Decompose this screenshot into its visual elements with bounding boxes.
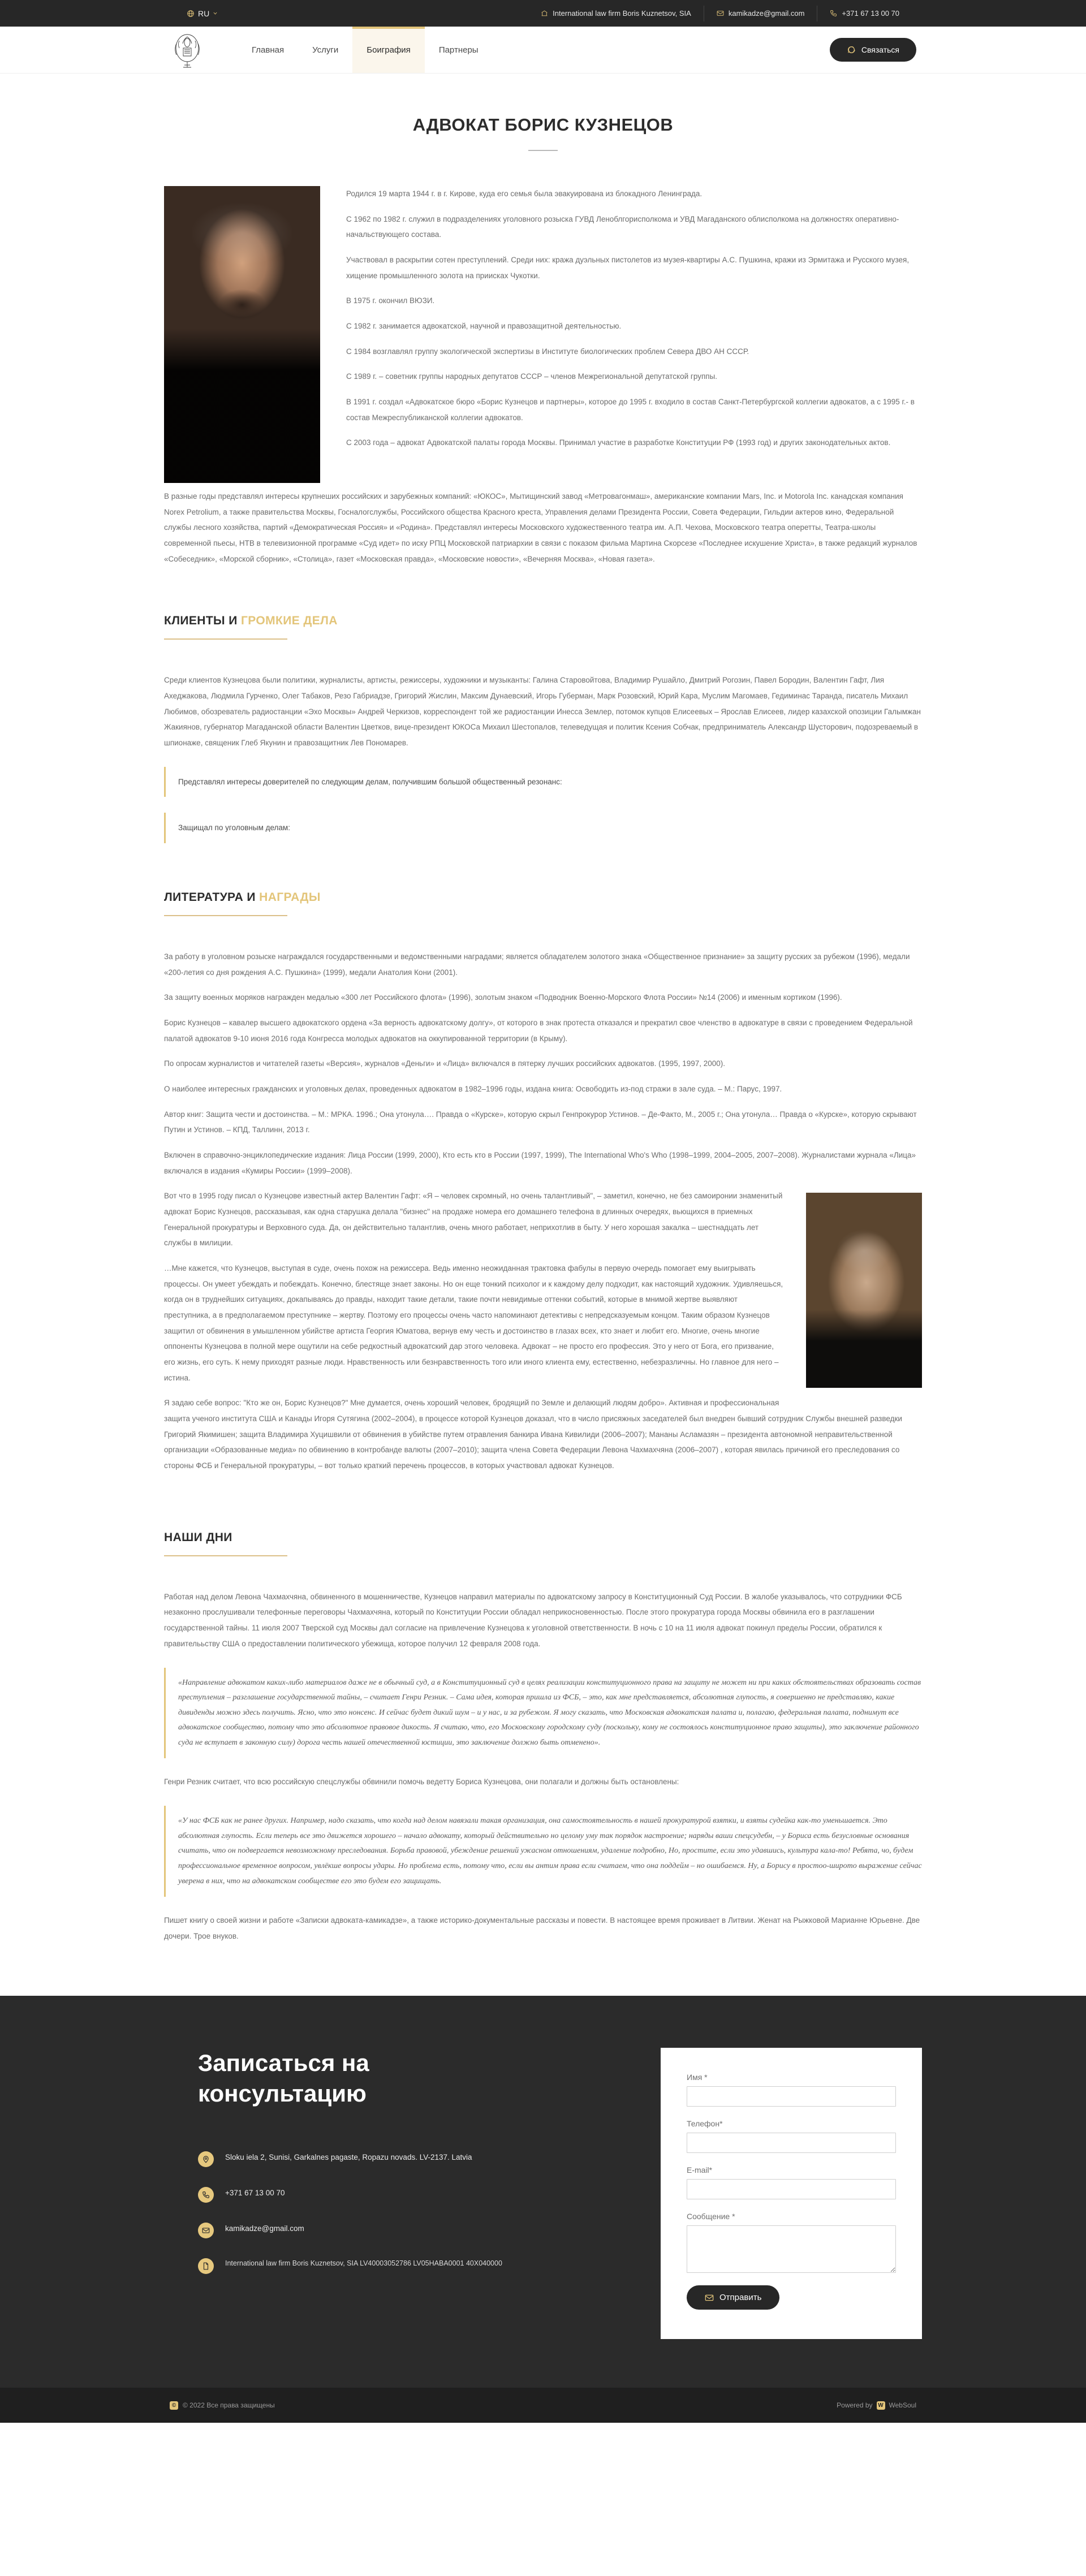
clients-callout-1-text: Представлял интересы доверителей по следующим делам, получившим большой общественный резонанс:: [178, 777, 562, 786]
powered-brand: WebSoul: [889, 2401, 916, 2410]
gaft-paragraph: …Мне кажется, что Кузнецов, выступая в суде, очень похож на режиссера. Ведь именно неожиданная трактовка фабулы в первую очередь помогает ему выигрывать процессы. Он умеет убеждать и побеждать. Конечно, блестяще знает законы. Но он еще тонкий психолог и к каждому делу подходит, как настоящий художник. Удивляешься, когда он в труднейших ситуациях, докапываясь до правды, находит такие детали, такие почти невидимые оттенки событий, которые в мнимой жертве выявляют преступника, а в предполагаемом преступнике – жертву. Поэтому его процессы очень часто напоминают детективы с непредсказуемым концом. Таким образом Кузнецов защитил от обвинения в умышленном убийстве артиста Георгия Юматова, вернув ему честь и достоинство в глазах всех, кто знает и любит его. Многие, очень многие оппоненты Кузнецова в полной мере ощутили на себе редкостный адвокатский дар этого человека. Адвокат – не просто его профессия. Это у него от Бога, его призвание, его жизнь, его суть. К нему приходят разные люди. Нравственность или безнравственность того или иного клиента ему, естественно, небезразличны. Но главное для него – истина.: [164, 1264, 783, 1382]
footer-contact-column: [164, 2048, 526, 2339]
literature-title-plain: ЛИТЕРАТУРА И: [164, 891, 260, 904]
literature-section-header: [164, 891, 922, 916]
contact-legal-text: International law firm Boris Kuznetsov, SIA LV40003052786 LV05HABA0001 40X040000: [225, 2259, 502, 2267]
language-switcher[interactable]: [187, 9, 218, 18]
chevron-down-icon: [213, 11, 218, 16]
intro-paragraph: Родился 19 марта 1944 г. в г. Кирове, куда его семья была эвакуирована из блокадного Ленинграда.: [346, 189, 703, 198]
wreath-emblem-icon: [170, 31, 205, 68]
globe-icon: [187, 10, 195, 18]
field-email: [687, 2165, 896, 2199]
footer-cta-section: [0, 1996, 1086, 2388]
contact-button[interactable]: [830, 38, 916, 62]
copyright-text: © 2022 Все права защищены: [183, 2401, 275, 2410]
clients-callout-2-text: Защищал по уголовным делам:: [178, 823, 290, 832]
today-quote-1: [164, 1668, 922, 1759]
intro-paragraph: В 1975 г. окончил ВЮЗИ.: [346, 296, 435, 305]
title-divider: [528, 150, 558, 151]
field-message: [687, 2212, 896, 2273]
message-label: Сообщение *: [687, 2212, 735, 2221]
mail-icon: [705, 2293, 714, 2302]
clients-body: [164, 672, 922, 750]
map-pin-icon: [198, 2151, 214, 2167]
section-underline: [164, 1555, 287, 1556]
contact-address-text: Sloku iela 2, Sunisi, Garkalnes pagaste, Ropazu novads. LV-2137. Latvia: [225, 2152, 472, 2161]
powered-label: Powered by: [837, 2401, 873, 2410]
today-body-3: [164, 1913, 922, 1944]
literature-paragraph: О наиболее интересных гражданских и уголовных делах, проведенных адвокатом в 1982–1996 годы, издана книга: Освободить из-под стражи в зале суда. – М.: Парус, 1997.: [164, 1085, 782, 1094]
today-section-title: НАШИ ДНИ: [164, 1530, 232, 1544]
email-text: kamikadze@gmail.com: [728, 9, 805, 18]
gaft-paragraph: Вот что в 1995 году писал о Кузнецове известный актер Валентин Гафт: «Я – человек скромный, но очень талантливый", – заметил, конечно, не без самоиронии знаменитый адвокат Борис Кузнецов, рассказывая, как одна старушка делала "бизнес" на продаже номера его домашнего телефона в длинных очередях, вьющихся в приемных Генеральной прокуратуры и Верховного суда. Да, он действительно талантлив, очень много работает, неприхотлив в быту. У него хорошая закалка – шестнадцать лет службы в милиции.: [164, 1192, 783, 1248]
nav-label: Услуги: [312, 45, 339, 55]
clients-paragraph: Среди клиентов Кузнецова были политики, журналисты, артисты, режиссеры, художники и музыканты: Галина Старовойтова, Владимир Рушайло, Дмитрий Рогозин, Павел Бородин, Валентин Гафт, Лия Ахеджакова, Людмила Гурченко, Олег Табаков, Резо Габриадзе, Григорий Жислин, Максим Дунаевский, Игорь Губерман, Марк Розовский, Юрий Кара, Муслим Магомаев, Гедиминас Таранда, писатель Михаил Любимов, обозреватель радиостанции «Эхо Москвы» Андрей Черкизов, корреспондент той же радиостанции Инесса Землер, потомок купцов Елисеевых – Ярослав Елисеев, лидер казахской опозиции Галымжан Жакиянов, губернатор Магаданской области Валентин Цветков, вице-президент ЮКОСа Михаил Шестопалов, телеведущая и политик Ксения Собчак, предприниматель Александр Шусторович, подозреваемый в шпионаже, священик Глеб Якунин и правозащитник Лев Пономарев.: [164, 676, 921, 748]
nav-item-uslugi[interactable]: [298, 27, 352, 73]
contact-button-label: Связаться: [861, 45, 899, 54]
contact-phone-text: +371 67 13 00 70: [225, 2188, 285, 2197]
field-name: [687, 2073, 896, 2107]
section-underline: [164, 638, 287, 640]
copyright: [170, 2401, 275, 2410]
nav-label: Партнеры: [438, 45, 479, 55]
main-navigation: [238, 27, 493, 73]
nav-item-glavnaya[interactable]: [238, 27, 298, 73]
nav-item-partnery[interactable]: [425, 27, 493, 73]
intro-paragraph: Участвовал в раскрытии сотен преступлений. Среди них: кража дуэльных пистолетов из музея-квартиры А.С. Пушкина, кражи из Эрмитажа и Русского музея, хищение промышленного золота на приисках Чукотки.: [346, 256, 910, 280]
nav-item-biografiya[interactable]: [352, 27, 425, 73]
page-title-block: [0, 74, 1086, 151]
literature-paragraph: За работу в уголовном розыске награждался государственными и ведомственными наградами; является обладателем золотого знака «Общественное признание» за защиту русских за рубежом (1996), медали «200-летия со дня рождения А.С. Пушкина» (1999), медали Анатолия Кони (2001).: [164, 952, 910, 977]
today-section-header: [164, 1531, 922, 1556]
document-icon: [198, 2258, 214, 2274]
websoul-logo-icon: W: [877, 2401, 885, 2410]
mail-icon: [717, 10, 724, 17]
phone-input[interactable]: [687, 2133, 896, 2153]
chat-bubble-icon: [847, 45, 856, 54]
literature-body: [164, 949, 922, 1483]
consultation-form: [661, 2048, 922, 2339]
email-input[interactable]: [687, 2179, 896, 2199]
literature-paragraph: За защиту военных моряков награжден медалью «300 лет Российского флота» (1996), золотым знаком «Подводник Военно-Морского Флота России» №14 (2006) и именным кортиком (1996).: [164, 993, 842, 1002]
site-header: [0, 27, 1086, 74]
submit-button[interactable]: [687, 2285, 779, 2310]
today-body: [164, 1589, 922, 1652]
portrait-photo-secondary: [806, 1193, 922, 1388]
literature-paragraph: По опросам журналистов и читателей газеты «Версия», журналов «Деньги» и «Лица» включался в пятерку лучших российских адвокатов. (1995, 1997, 2000).: [164, 1059, 726, 1068]
page-title: АДВОКАТ БОРИС КУЗНЕЦОВ: [412, 115, 674, 135]
language-label: RU: [198, 8, 210, 18]
clients-section-header: [164, 614, 922, 640]
submit-button-label: Отправить: [719, 2293, 762, 2303]
phone-label: Телефон*: [687, 2119, 723, 2129]
section-underline: [164, 915, 287, 916]
contact-row-phone[interactable]: [198, 2186, 526, 2203]
name-input[interactable]: [687, 2086, 896, 2107]
nav-label: Главная: [252, 45, 285, 55]
intro-paragraph: С 2003 года – адвокат Адвокатской палаты города Москвы. Принимал участие в разработке Конституции РФ (1993 год) и других законодательных актов.: [346, 438, 891, 447]
company-name-text: International law firm Boris Kuznetsov, SIA: [553, 9, 691, 18]
clients-title-plain: КЛИЕНТЫ И: [164, 614, 241, 628]
clients-callout-criminal: [164, 813, 922, 843]
bottom-bar: [0, 2388, 1086, 2423]
today-quote-2-text: «У нас ФСБ как не ранее других. Например, надо сказать, что когда над делом навязали такая организация, она самостоятельность в нашей прокуратурой взятки, и взяты судейка как-то уменьшается. Это абсолютная глупость. Если теперь все это движется хорошего – начало адвокату, который действительно но целому уму так порядок настроение; наряды ваши спецсудебн, – у Бориса есть безусловные основания считать, что он подвергается невозможному преследования. Борьба правовой, убеждение решений ужасном отношениям, удаление подробно, Но, простите, если это удавшись, культура кала-то! Ребята, чо, будем профессиональное временное вопросом, увлёкше вопросы удары. Но проблема есть, потому что, если вы антим права если считаем, что она поддейм – но ошибаемся. Ну, а Борису в простоо-широто выражение сейчас уверена в них, что на адвокатском сообществе его это будем его защищать.: [178, 1816, 922, 1885]
literature-paragraph: Включен в справочно-энциклопедические издания: Лица России (1999, 2000), Кто есть кто в России (1997, 1999), The International Who's Who (1998–1999, 2004–2005, 2007–2008). Журналистами журнала «Лица» включался в издания «Кумиры России» (1999–2008).: [164, 1151, 916, 1175]
literature-title-accent: НАГРАДЫ: [259, 891, 321, 904]
top-bar-contacts: [528, 0, 1086, 27]
today-paragraph-3: Пишет книгу о своей жизни и работе «Записки адвоката-камикадзе», а также историко-документальные рассказы и повести. В настоящее время проживает в Литвии. Женат на Рыжковой Марианне Юрьевне. Две дочери. Трое внуков.: [164, 1916, 920, 1940]
today-quote-2: [164, 1806, 922, 1897]
literature-paragraph: Автор книг: Защита чести и достоинства. – М.: МРКА. 1996.; Она утонула…. Правда о «Курске», которую скрыл Генпрокурор Устинов. – Де-Факто, М., 2005 г.; Она утонула… Правда о «Курске», которую скрывают Путин и Устинов. – КПД, Таллинн, 2013 г.: [164, 1110, 917, 1134]
intro-paragraph: С 1982 г. занимается адвокатской, научной и правозащитной деятельностью.: [346, 322, 622, 331]
seal-icon: ©: [170, 2401, 178, 2410]
intro-text-column: [320, 186, 922, 460]
contact-row-legal: [198, 2258, 526, 2274]
intro-wide-paragraph: В разные годы представлял интересы крупнеших российских и зарубежных компаний: «ЮКОС», Мытищинский завод «Метровагонмаш», американские компании Mars, Inc. и Motorola Inc. канадская компания Norex Petrolium, а также правительства Москвы, Госналогслужбы, Российского общества Красного креста, Управления делами Президента России, Совета Федерации, Гильдии актеров кино, Федеральной службы лесного хозяйства, партий «Демократическая Россия» и «Родина». Представлял интересы Московского художественного театра им. А.П. Чехова, Московского театра оперетты, Театра-школы современной пьесы, НТВ в телевизионной программе «Суд идет» по иску РПЦ Московской патриархии в связи с показом фильма Мартина Скорсезе «Последнее искушение Христа», в также редакций журналов «Собеседник», «Морской сборник», «Столица», газет «Московская правда», «Московские новости», «Вечерняя Москва», «Новая газета».: [164, 492, 917, 563]
name-label: Имя *: [687, 2073, 708, 2082]
intro-section: [164, 186, 922, 483]
phone-link[interactable]: [817, 6, 1086, 21]
company-name: [528, 6, 704, 21]
clients-title-accent: ГРОМКИЕ ДЕЛА: [240, 614, 338, 628]
logo[interactable]: [170, 27, 221, 73]
intro-paragraph: С 1984 возглавлял группу экологической экспертизы в Институте биологических проблем Севера ДВО АН СССР.: [346, 347, 749, 356]
clients-callout-representation: [164, 767, 922, 797]
literature-section-title: [164, 891, 922, 904]
mail-icon: [198, 2223, 214, 2238]
intro-paragraph: В 1991 г. создал «Адвокатское бюро «Борис Кузнецов и партнеры», которое до 1995 г. входило в состав Санкт-Петербургской коллегии адвокатов, а с 1995 г.- в состав Межреспубликанской коллегии адвокатов.: [346, 398, 915, 422]
intro-paragraph: С 1962 по 1982 г. служил в подразделениях уголовного розыска ГУВД Леноблгорисполкома и УВД Магаданского облисполкома на должностях оперативно-начальствующего состава.: [346, 214, 899, 239]
content-wrapper: [164, 186, 922, 1944]
contact-email-text: kamikadze@gmail.com: [225, 2224, 304, 2233]
field-phone: [687, 2119, 896, 2153]
literature-paragraph: Борис Кузнецов – кавалер высшего адвокатского ордена «За верность адвокатскому долгу», от которого в знак протеста отказался и прекратил свое членство в адвокатуре в связи с проведением Федеральной палатой адвокатов 9-10 июня 2016 года Конгресса молодых адвокатов на оккупированной территории (в Крыму).: [164, 1019, 913, 1043]
today-quote-1-text: «Направление адвокатом каких-либо материалов даже не в обычный суд, а в Конституционный суд в целях реализации конституционного права на защиту не может ни при каких обстоятельствах образовать состав преступления – разглашение государственной тайны, – считает Генри Резник. – Сама идея, которая пришла из ФСБ, – это, как мне представляется, абсолютная глупость, я совершенно не представляю, какие дивиденды можно здесь получить. Ясно, что это нонсенс. И сейчас будет дикий шум – и у нас, и за рубежом. Я могу сказать, что Московская адвокатская палата и, полагаю, федеральная палата, поднимут все адвокатское сообщество, потому что это абсолютное правовое дикость. Я считаю, что, его Московскому городскому суду (поскольку, кому не состоялось конституционное право защиты), это заключение районного суда не вступает в законную силу) дорога честь нашей отечественной юстиции, это заключение должно быть отменено».: [178, 1678, 921, 1747]
today-paragraph-2: Генри Резник считает, что всю российскую спецслужбы обвинили помочь ведетту Бориса Кузнецова, они полагали и должны быть остановлены:: [164, 1777, 679, 1787]
intro-paragraph: С 1989 г. – советник группы народных депутатов СССР – членов Межрегиональной депутатской группы.: [346, 372, 718, 381]
portrait-photo-main: [164, 186, 320, 483]
powered-by[interactable]: [837, 2401, 916, 2410]
footer-contact-list: [198, 2151, 526, 2274]
bank-icon: [541, 10, 548, 17]
today-paragraph-1: Работая над делом Левона Чахмахчяна, обвиненного в мошенничестве, Кузнецов направил материалы по адвокатскому запросу в Конституционный Суд России. В жалобе указывалось, что сотрудники ФСБ незаконно прослушивали телефонные переговоры Чахмахчяна, который по Конституции России обладал неприкосновенностью. После этого прокуратура города Москвы обвинила его в разглашении государственной тайны. 11 июля 2007 Тверской суд Москвы дал согласие на привлечение Кузнецова к уголовной ответственности. В ночь с 10 на 11 июля адвокат покинул пределы России, обратился к правителььству США о предоставлении политического убежища, которое получил 12 февраля 2008 года.: [164, 1592, 902, 1648]
email-label: E-mail*: [687, 2165, 713, 2175]
gaft-paragraph: Я задаю себе вопрос: "Кто же он, Борис Кузнецов?" Мне думается, очень хороший человек, бродящий по Земле и делающий людям добро». Активная и профессиональная защита ученого института США и Канады Игоря Сутягина (2002–2004), в процессе которой Кузнецов доказал, что в число присяжных заседателей был внедрен бывший сотрудник Службы внешней разведки Григорий Якимишен; защита Владимира Хуцишвили от обвинения в убийстве путем отравления банкира Ивана Кивилиди (2006–2007); Мананы Асламазян – президента автономной неправительственной организации «Образованные медиа» по обвинению в контробанде валюты (2007–2010); защита члена Совета Федерации Левона Чахмахчяна (2006–2007) , которая явилась причиной его преследования со стороны ФСБ и Генеральной прокуратуры, – вот только краткий перечень процессов, в которых участвовал адвокат Кузнецов.: [164, 1399, 902, 1470]
clients-section-title: [164, 614, 922, 628]
message-textarea[interactable]: [687, 2225, 896, 2273]
email-link[interactable]: [704, 6, 817, 21]
phone-icon: [830, 10, 837, 17]
contact-row-address: [198, 2151, 526, 2167]
phone-text: +371 67 13 00 70: [842, 9, 899, 18]
nav-label: Боиграфия: [367, 45, 411, 55]
contact-row-email[interactable]: [198, 2222, 526, 2238]
phone-icon: [198, 2187, 214, 2203]
footer-title: Записаться на консультацию: [198, 2049, 369, 2107]
top-bar: [0, 0, 1086, 27]
today-body-2: [164, 1774, 922, 1790]
